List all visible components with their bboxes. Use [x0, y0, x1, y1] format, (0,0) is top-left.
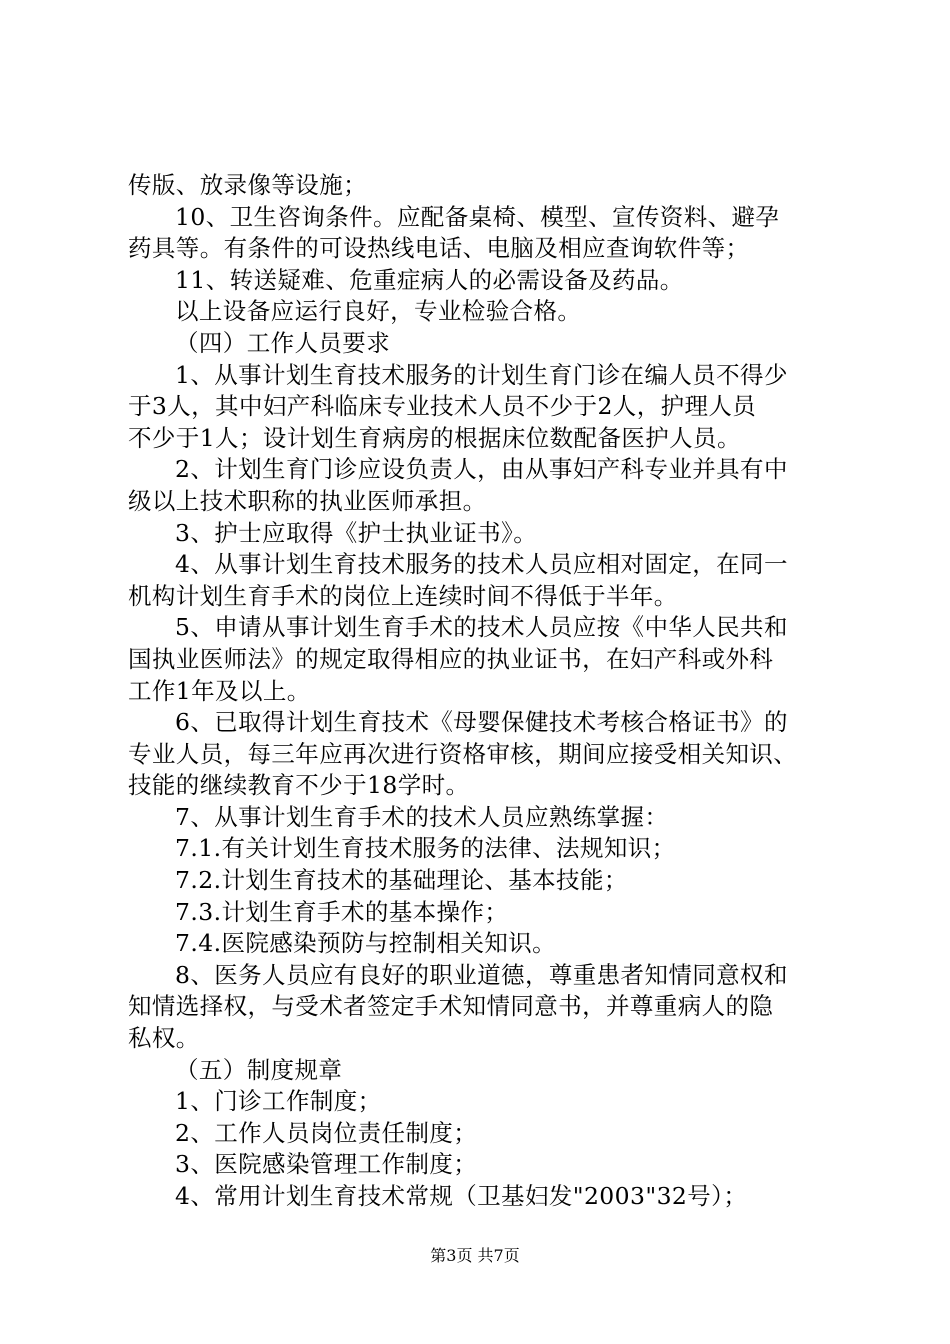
text-line: 7.3.计划生育手术的基本操作；	[175, 897, 509, 926]
text-line: 11、转送疑难、危重症病人的必需设备及药品。	[175, 265, 684, 294]
page-footer: 第3页 共7页	[430, 1246, 520, 1265]
text-line: 级以上技术职称的执业医师承担。	[128, 486, 487, 515]
text-line: 不少于1人；设计划生育病房的根据床位数配备医护人员。	[128, 423, 741, 452]
text-line: 1、从事计划生育技术服务的计划生育门诊在编人员不得少	[175, 360, 788, 389]
text-line: 传版、放录像等设施；	[128, 171, 367, 199]
text-line: 3、护士应取得《护士执业证书》。	[175, 518, 538, 547]
text-line: 于3人，其中妇产科临床专业技术人员不少于2人，护理人员	[128, 392, 757, 421]
text-line: （四）工作人员要求	[175, 328, 391, 357]
text-line: 机构计划生育手术的岗位上连续时间不得低于半年。	[128, 581, 678, 610]
text-line: 技能的继续教育不少于18学时。	[128, 771, 470, 800]
text-line: 6、已取得计划生育技术《母婴保健技术考核合格证书》的	[175, 708, 788, 737]
text-line: 4、从事计划生育技术服务的技术人员应相对固定，在同一	[175, 550, 788, 579]
text-line: 7.1.有关计划生育技术服务的法律、法规知识；	[175, 834, 676, 863]
text-line: 2、计划生育门诊应设负责人，由从事妇产科专业并具有中	[175, 455, 788, 484]
text-line: 工作1年及以上。	[128, 676, 311, 705]
text-line: 药具等。有条件的可设热线电话、电脑及相应查询软件等；	[128, 234, 750, 263]
document-body	[128, 170, 840, 1213]
text-line: 8、医务人员应有良好的职业道德，尊重患者知情同意权和	[175, 960, 788, 989]
text-line: 知情选择权，与受术者签定手术知情同意书，并尊重病人的隐	[128, 992, 774, 1021]
text-line: 国执业医师法》的规定取得相应的执业证书，在妇产科或外科	[128, 644, 774, 673]
text-line: 以上设备应运行良好，专业检验合格。	[175, 297, 582, 326]
text-line: 2、工作人员岗位责任制度；	[175, 1118, 478, 1147]
text-line: （五）制度规章	[175, 1055, 343, 1084]
text-line: 4、常用计划生育技术常规（卫基妇发"2003"32号）；	[175, 1182, 748, 1210]
text-line: 7.4.医院感染预防与控制相关知识。	[175, 929, 557, 958]
text-line: 1、门诊工作制度；	[175, 1087, 382, 1116]
text-line: 7、从事计划生育手术的技术人员应熟练掌握：	[175, 802, 669, 831]
text-line: 专业人员，每三年应再次进行资格审核，期间应接受相关知识、	[128, 739, 798, 768]
text-line: 5、申请从事计划生育手术的技术人员应按《中华人民共和	[175, 613, 788, 642]
text-line: 私权。	[128, 1024, 200, 1053]
text-line: 10、卫生咨询条件。应配备桌椅、模型、宣传资料、避孕	[175, 202, 780, 231]
text-line: 3、医院感染管理工作制度；	[175, 1150, 478, 1179]
text-line: 7.2.计划生育技术的基础理论、基本技能；	[175, 866, 628, 895]
